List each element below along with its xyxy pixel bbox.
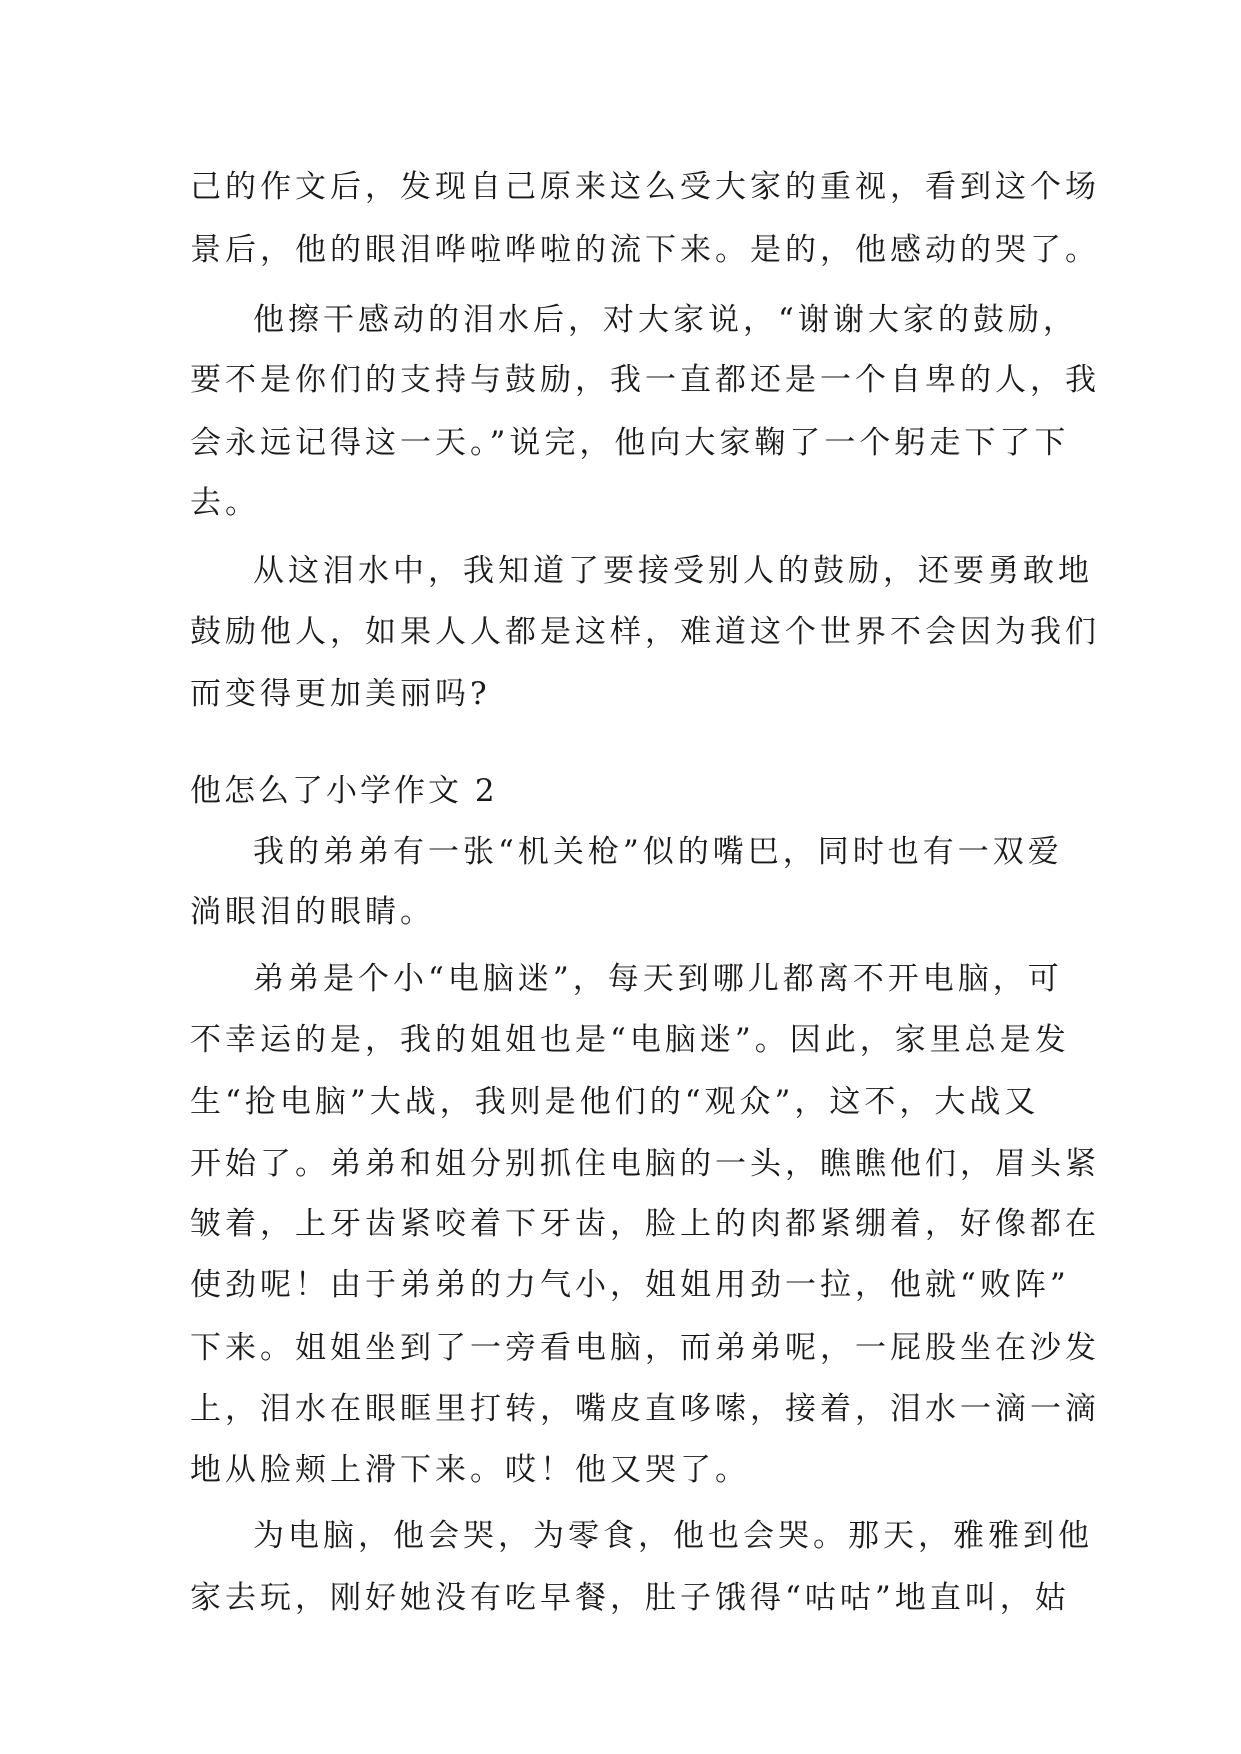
text-line: 弟弟是个小“电脑迷”，每天到哪儿都离不开电脑，可 xyxy=(253,961,1063,997)
text-line: 上，泪水在眼眶里打转，嘴皮直哆嗦，接着，泪水一滴一滴 xyxy=(190,1391,1100,1427)
text-line: 而变得更加美丽吗? xyxy=(190,676,491,712)
text-line: 家去玩，刚好她没有吃早餐，肚子饿得“咕咕”地直叫，姑 xyxy=(190,1580,1070,1616)
text-line: 己的作文后，发现自己原来这么受大家的重视，看到这个场 xyxy=(190,169,1100,205)
text-line: 为电脑，他会哭，为零食，他也会哭。那天，雅雅到他 xyxy=(253,1518,1093,1554)
section-title: 他怎么了小学作文 2 xyxy=(190,773,498,809)
text-line: 生“抢电脑”大战，我则是他们的“观众”，这不，大战又 xyxy=(190,1084,1040,1120)
text-line: 我的弟弟有一张“机关枪”似的嘴巴，同时也有一双爱 xyxy=(253,834,1063,870)
text-line: 使劲呢！由于弟弟的力气小，姐姐用劲一拉，他就“败阵” xyxy=(190,1267,1070,1303)
text-line: 鼓励他人，如果人人都是这样，难道这个世界不会因为我们 xyxy=(190,614,1100,650)
text-line: 会永远记得这一天。”说完，他向大家鞠了一个躬走下了下 xyxy=(190,425,1070,461)
text-line: 地从脸颊上滑下来。哎！他又哭了。 xyxy=(190,1452,750,1488)
text-line: 皱着，上牙齿紧咬着下牙齿，脸上的肉都紧绷着，好像都在 xyxy=(190,1206,1100,1242)
text-line: 景后，他的眼泪哗啦哗啦的流下来。是的，他感动的哭了。 xyxy=(190,232,1100,268)
text-line: 开始了。弟弟和姐分别抓住电脑的一头，瞧瞧他们，眉头紧 xyxy=(190,1146,1100,1182)
text-line: 下来。姐姐坐到了一旁看电脑，而弟弟呢，一屁股坐在沙发 xyxy=(190,1330,1100,1366)
text-line: 他擦干感动的泪水后，对大家说，“谢谢大家的鼓励， xyxy=(253,302,1078,338)
text-line: 不幸运的是，我的姐姐也是“电脑迷”。因此，家里总是发 xyxy=(190,1022,1070,1058)
text-line: 淌眼泪的眼睛。 xyxy=(190,894,435,930)
text-line: 去。 xyxy=(190,485,260,521)
text-line: 要不是你们的支持与鼓励，我一直都还是一个自卑的人，我 xyxy=(190,362,1100,398)
text-line: 从这泪水中，我知道了要接受别人的鼓励，还要勇敢地 xyxy=(253,553,1093,589)
